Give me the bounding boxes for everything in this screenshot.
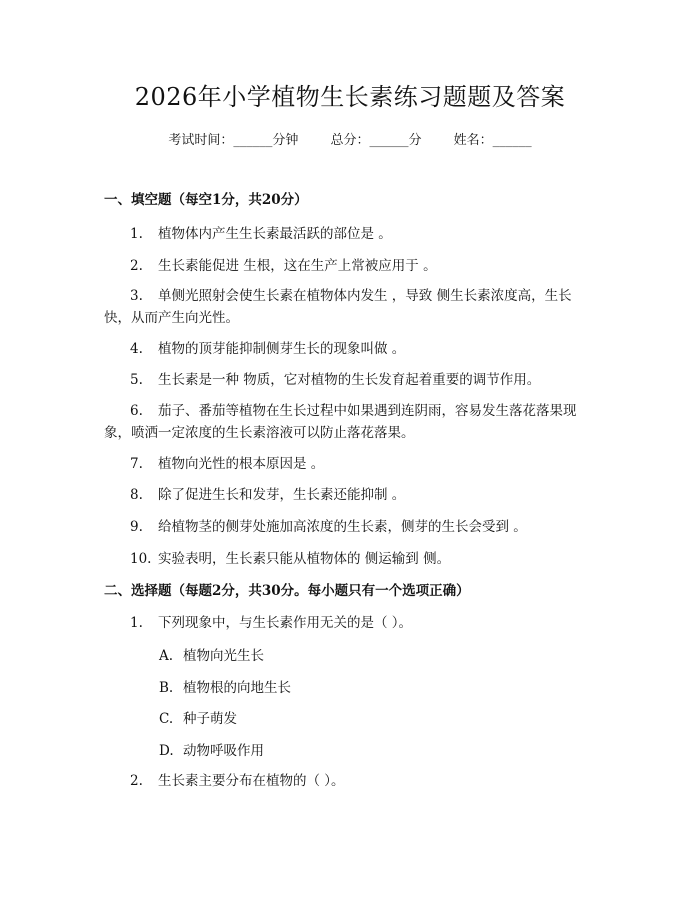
question-item	[104, 770, 596, 792]
question-item	[104, 453, 596, 475]
question-text: 单侧光照射会使生长素在植物体内发生 ，导致 侧生长素浓度高，生长快，从而产生向光性。	[104, 288, 572, 326]
question-text: 下列现象中，与生长素作用无关的是（ ）。	[158, 615, 413, 631]
option-text: 种子萌发	[183, 711, 237, 727]
question-text: 实验表明，生长素只能从植物体的 侧运输到 侧。	[158, 551, 451, 567]
exam-meta	[0, 132, 700, 150]
option-text: 植物根的向地生长	[183, 680, 291, 696]
question-text: 生长素能促进 生根，这在生产上常被应用于 。	[158, 258, 437, 274]
total-score: 总分：______分	[330, 133, 422, 148]
question-number: 8.	[130, 487, 143, 503]
question-item	[104, 400, 596, 444]
question-text: 除了促进生长和发芽，生长素还能抑制 。	[158, 487, 406, 503]
option-text: 植物向光生长	[183, 648, 264, 664]
choice-option-c	[159, 710, 599, 728]
question-number: 5.	[130, 372, 143, 388]
question-number: 10.	[130, 551, 152, 567]
question-text: 植物体内产生生长素最活跃的部位是 。	[158, 226, 392, 242]
question-number: 1.	[130, 615, 143, 631]
question-text: 生长素是一种 物质，它对植物的生长发育起着重要的调节作用。	[158, 372, 541, 388]
choice-option-a	[159, 647, 599, 665]
question-item	[104, 548, 596, 570]
section-heading-multiple-choice: 二、选择题（每题2分，共30分。每小题只有一个选项正确）	[104, 583, 470, 599]
question-item	[104, 516, 596, 538]
option-text: 动物呼吸作用	[183, 743, 264, 759]
question-item	[104, 255, 596, 277]
question-number: 9.	[130, 519, 143, 535]
option-letter: A.	[159, 648, 174, 664]
question-text: 茄子、番茄等植物在生长过程中如果遇到连阴雨，容易发生落花落果现象，喷洒一定浓度的生长素溶液可以防止落花落果。	[104, 403, 577, 441]
question-number: 2.	[130, 773, 143, 789]
question-item	[104, 369, 596, 391]
choice-option-b	[159, 679, 599, 697]
question-text: 生长素主要分布在植物的（ ）。	[158, 773, 345, 789]
question-item	[104, 338, 596, 360]
question-number: 4.	[130, 341, 143, 357]
question-number: 2.	[130, 258, 143, 274]
question-number: 1.	[130, 226, 143, 242]
option-letter: B.	[159, 680, 174, 696]
option-letter: C.	[159, 711, 174, 727]
student-name: 姓名：______	[453, 133, 532, 148]
question-number: 3.	[130, 288, 143, 304]
question-item	[104, 484, 596, 506]
question-item	[104, 612, 596, 634]
question-number: 6.	[130, 403, 143, 419]
question-item	[104, 223, 596, 245]
exam-time: 考试时间：______分钟	[168, 133, 299, 148]
section-heading-fill-blank: 一、填空题（每空1分，共20分）	[104, 192, 308, 208]
question-text: 植物向光性的根本原因是 。	[158, 456, 325, 472]
option-letter: D.	[159, 743, 174, 759]
question-item	[104, 285, 596, 329]
question-text: 植物的顶芽能抑制侧芽生长的现象叫做 。	[158, 341, 406, 357]
question-number: 7.	[130, 456, 143, 472]
question-text: 给植物茎的侧芽处施加高浓度的生长素，侧芽的生长会受到 。	[158, 519, 527, 535]
page-title: 2026年小学植物生长素练习题题及答案	[134, 83, 566, 111]
choice-option-d	[159, 742, 599, 760]
